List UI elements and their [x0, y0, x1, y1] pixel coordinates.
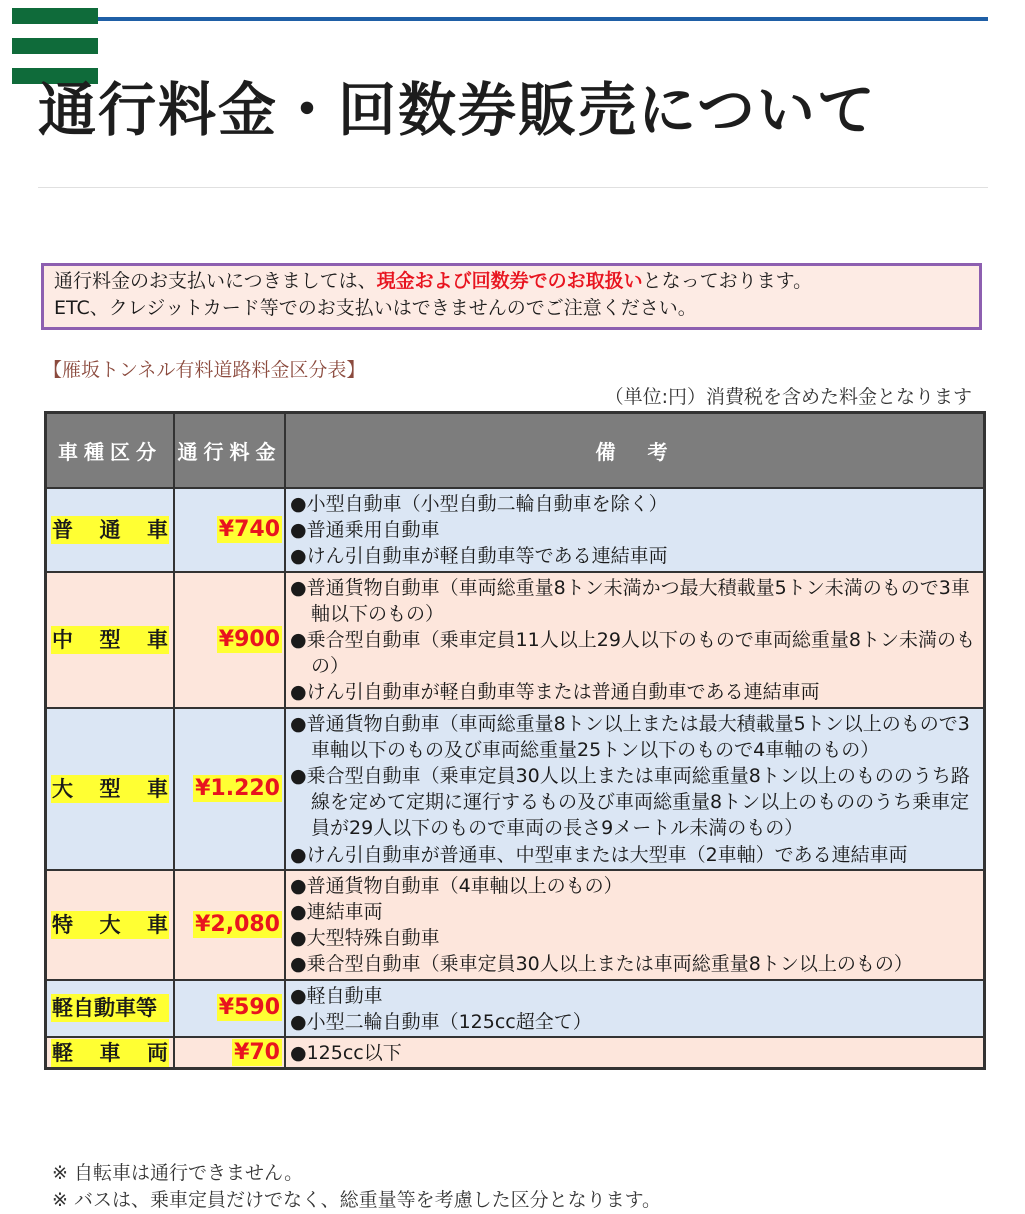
toll-fee-cell — [174, 488, 285, 572]
header-rule — [98, 17, 988, 21]
toll-fee-cell — [174, 708, 285, 870]
toll-fee-cell — [174, 980, 285, 1037]
toll-fee-value: ¥1.220 — [195, 775, 280, 801]
vehicle-type-label: 普 通 車 — [52, 517, 168, 542]
toll-fee-cell — [174, 870, 285, 980]
table-row — [46, 980, 985, 1037]
footnote-bus: ※ バスは、乗車定員だけでなく、総重量等を考慮した区分となります。 — [52, 1189, 662, 1211]
remark-item: ●けん引自動車が軽自動車等または普通自動車である連結車両 — [290, 681, 820, 704]
remark-item: ●軽自動車 — [290, 984, 383, 1007]
title-divider — [38, 187, 988, 188]
notice-line-1: 通行料金のお支払いにつきましては、現金および回数券でのお取扱いとなっております。 — [54, 270, 813, 292]
remark-item: ●けん引自動車が普通車、中型車または大型車（2車軸）である連結車両 — [290, 843, 908, 866]
remarks-cell — [285, 870, 985, 980]
vehicle-type-cell — [46, 708, 175, 870]
toll-fee-value: ¥70 — [234, 1039, 280, 1065]
toll-fee-value: ¥900 — [218, 626, 280, 652]
vehicle-type-cell — [46, 572, 175, 708]
header-toll-fee: 通行料金 — [174, 413, 285, 489]
remarks-cell — [285, 708, 985, 870]
toll-fee-value: ¥590 — [218, 995, 280, 1021]
table-row — [46, 488, 985, 572]
remark-item: ●乗合型自動車（乗車定員30人以上または車両総重量8トン以上のもの） — [290, 953, 913, 976]
table-row — [46, 572, 985, 708]
footnote-bicycle: ※ 自転車は通行できません。 — [52, 1162, 304, 1184]
vehicle-type-label: 中 型 車 — [52, 627, 168, 652]
table-row — [46, 870, 985, 980]
remark-item: ●125cc以下 — [290, 1042, 402, 1065]
remarks-cell — [285, 980, 985, 1037]
remark-item: ●大型特殊自動車 — [290, 927, 440, 950]
remarks-cell — [285, 488, 985, 572]
remark-item: ●連結車両 — [290, 901, 383, 924]
table-row — [46, 1037, 985, 1069]
remark-item: ●乗合型自動車（乗車定員11人以上29人以下のもので車両総重量8トン未満のもの） — [290, 629, 976, 678]
toll-fee-value: ¥740 — [218, 516, 280, 542]
toll-fee-table — [44, 411, 986, 1070]
vehicle-type-label: 軽 車 両 — [52, 1040, 168, 1065]
toll-fee-value: ¥2,080 — [195, 911, 280, 937]
remark-item: ●けん引自動車が軽自動車等である連結車両 — [290, 545, 668, 568]
remark-item: ●普通貨物自動車（車両総重量8トン未満かつ最大積載量5トン未満のもので3車軸以下のもの） — [290, 576, 970, 625]
vehicle-type-label: 特 大 車 — [52, 912, 168, 937]
remark-item: ●小型自動車（小型自動二輪自動車を除く） — [290, 493, 668, 515]
table-heading: 【雁坂トンネル有料道路料金区分表】 — [43, 359, 366, 381]
remarks-cell — [285, 1037, 985, 1069]
page-title: 通行料金・回数券販売について — [38, 76, 877, 144]
table-row — [46, 708, 985, 870]
vehicle-type-cell — [46, 488, 175, 572]
footnotes — [52, 1160, 661, 1214]
payment-notice — [41, 263, 982, 330]
remark-item: ●普通貨物自動車（車両総重量8トン以上または最大積載量5トン以上のもので3車軸以下のもの及び車両総重量25トン以下のもので4車軸のもの） — [290, 712, 970, 761]
notice-line-2: ETC、クレジットカード等でのお支払いはできませんのでご注意ください。 — [54, 297, 697, 319]
header-remarks: 備 考 — [285, 413, 985, 489]
vehicle-type-label: 軽自動車等 — [51, 994, 169, 1022]
toll-fee-cell — [174, 572, 285, 708]
vehicle-type-cell — [46, 980, 175, 1037]
vehicle-type-cell — [46, 870, 175, 980]
remark-item: ●普通乗用自動車 — [290, 519, 440, 542]
header-vehicle-type: 車種区分 — [46, 413, 175, 489]
notice-highlight: 現金および回数券でのお取扱い — [376, 270, 643, 292]
vehicle-type-cell — [46, 1037, 175, 1069]
table-body — [46, 488, 985, 1069]
table-header-row — [46, 413, 985, 489]
toll-fee-cell — [174, 1037, 285, 1069]
vehicle-type-label: 大 型 車 — [52, 776, 168, 801]
remark-item: ●乗合型自動車（乗車定員30人以上または車両総重量8トン以上のもののうち路線を定めて定期に運行するもの及び車両総重量8トン以上のもののうち乗車定員が29人以下のもので車両の長さ9メートル未満のもの） — [290, 765, 970, 840]
unit-note: （単位:円）消費税を含めた料金となります — [604, 386, 972, 408]
remark-item: ●小型二輪自動車（125cc超全て） — [290, 1010, 592, 1033]
remark-item: ●普通貨物自動車（4車軸以上のもの） — [290, 874, 623, 897]
remarks-cell — [285, 572, 985, 708]
